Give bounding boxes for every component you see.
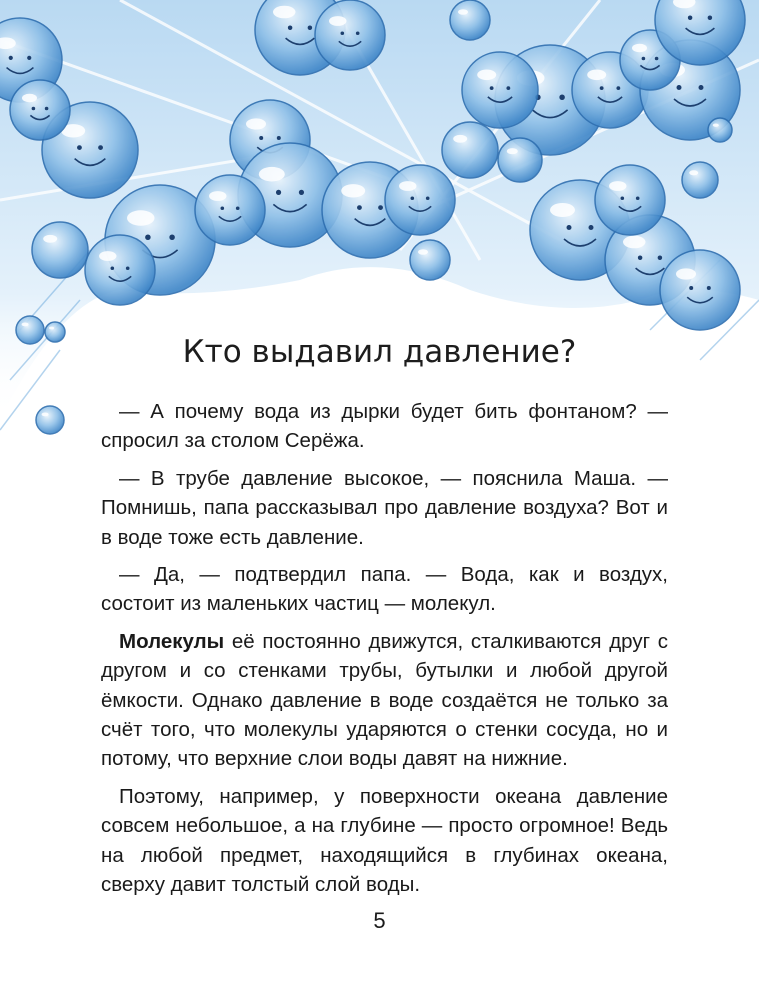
page-title: Кто выдавил давление? [182,334,577,370]
page-number: 5 [373,908,386,933]
molecule-bubble [595,165,665,235]
body-text [101,397,668,908]
molecule-bubble [315,0,385,70]
paragraph: — А почему вода из дырки будет бить фонтаном? — спросил за столом Серёжа. [101,400,668,453]
molecule-bubble [32,222,88,278]
molecule-bubble [85,235,155,305]
molecule-bubble [410,240,450,280]
molecule-bubble [385,165,455,235]
molecule-bubble [450,0,490,40]
molecule-bubble [660,250,740,330]
molecule-bubble [195,175,265,245]
molecule-bubble [442,122,498,178]
molecule-bubble [708,118,732,142]
molecule-bubble [682,162,718,198]
term-molecules: Молекулы [119,629,225,653]
paragraph: Молекулы её постоянно движутся, сталкиваются друг с другом и со стенками трубы, бутылки и любой другой ёмкости. Однако давление в воде создаётся не только за счёт того, что молекулы ударяются о стенки сосуда, но и потому, что верхние слои воды давят на нижние. [101,629,668,771]
paragraph: Поэтому, например, у поверхности океана давление совсем небольшое, а на глубине — просто огромное! Ведь на любой предмет, находящийся в глубинах океана, сверху давит толстый слой воды. [101,784,668,897]
molecule-bubble [10,80,70,140]
paragraph: — В трубе давление высокое, — пояснила Маша. — Помнишь, папа рассказывал про давление воздуха? Вот и в воде тоже есть давление. [101,466,668,549]
molecule-bubble [462,52,538,128]
paragraph: — Да, — подтвердил папа. — Вода, как и воздух, состоит из маленьких частиц — молекул. [101,563,668,616]
molecule-bubble [36,406,64,434]
molecule-bubble [498,138,542,182]
